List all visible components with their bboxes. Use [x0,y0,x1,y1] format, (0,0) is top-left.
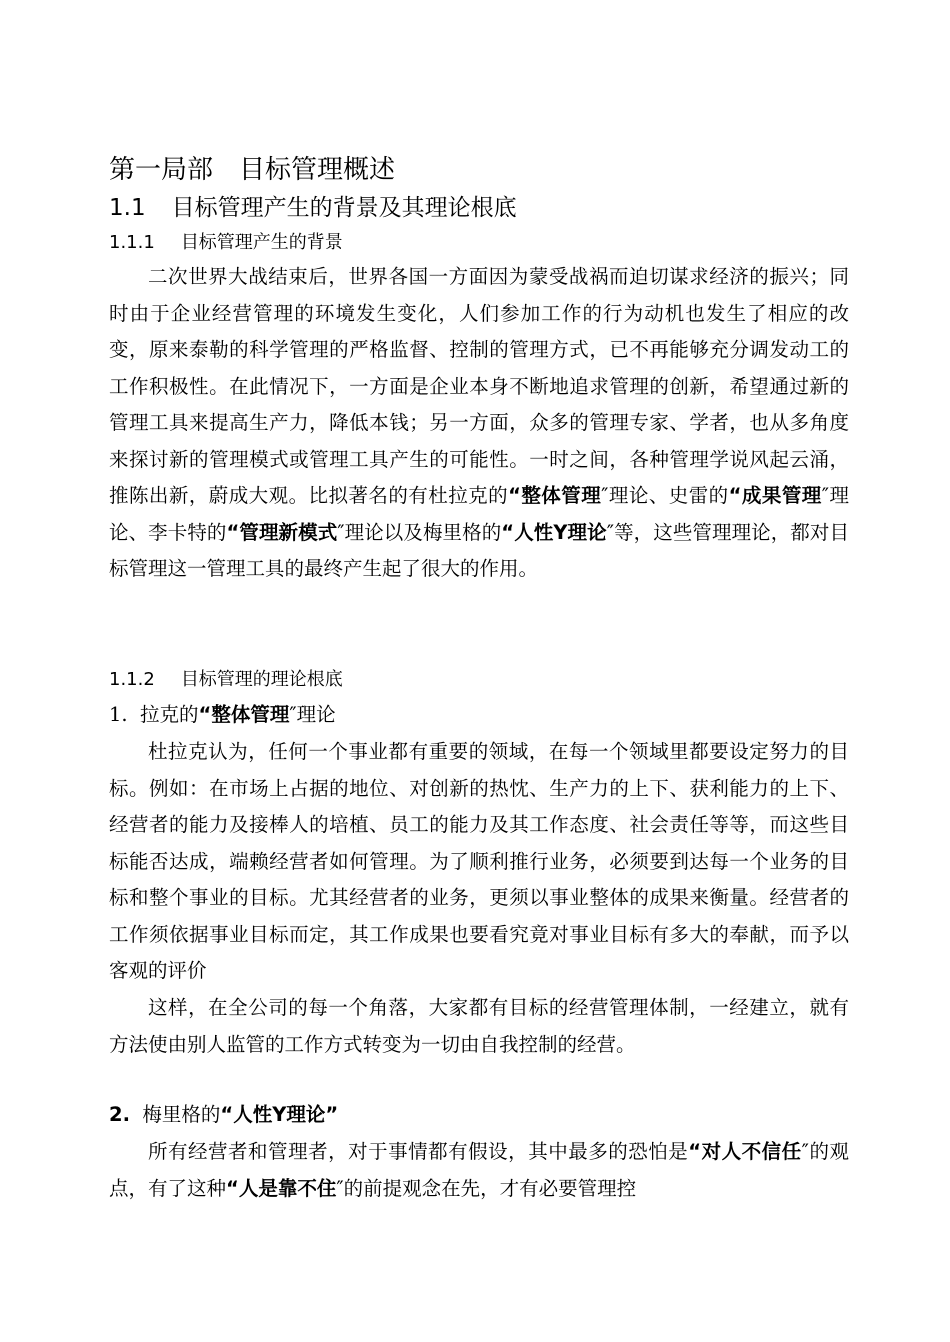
bold-term: “人性Y理论” [220,1103,339,1126]
paragraph-text: ″理论以及梅里格的 [337,520,502,544]
list-item-1 [109,700,849,730]
paragraph-text: 这样，在全公司的每一个角落，大家都有目标的经营管理体制，一经建立，就有方法使由别人监管的工作方式转变为一切由自我控制的经营。 [109,996,849,1056]
list-item-number: 1. [109,703,128,726]
paragraph-text: ″的观点，有了这种 [109,1140,849,1200]
bold-term: “整体管理 [508,484,602,507]
section-title [109,152,849,188]
list-item-2 [109,1100,849,1130]
bold-term: “对人不信任 [688,1140,802,1163]
heading-1-1-number: 1.1 [109,195,146,221]
list-item-text: 梅里格的 [142,1103,221,1126]
paragraph-text: ″理论、李卡特的 [109,484,849,544]
paragraph-text: ″的前提观念在先，才有必要管理控 [336,1176,637,1200]
bold-term: “管理新模式 [226,520,338,544]
heading-1-1-1-title: 目标管理产生的背景 [180,232,343,253]
heading-1-1-1 [109,229,849,257]
bold-term: “成果管理 [728,484,822,507]
list-item-text: 拉克的 [140,703,199,726]
heading-1-1-2-number: 1.1.2 [109,669,155,690]
heading-1-1-2-title: 目标管理的理论根底 [180,669,343,690]
bold-term: “整体管理 [198,703,290,726]
bold-term: “人是靠不住 [226,1176,337,1200]
heading-1-1-1-number: 1.1.1 [109,232,155,253]
section-title-number: 第一局部 [109,155,214,185]
paragraph-text: 杜拉克认为，任何一个事业都有重要的领域，在每一个领域里都要设定努力的目标。例如：在市场上占据的地位、对创新的热忱、生产力的上下、获利能力的上下、经营者的能力及接棒人的培植、员工的能力及其工作态度、社会责任等等，而这些目标能否达成，端赖经营者如何管理。为了顺利推行业务，必须要到达每一个业务的目标和整个事业的目标。尤其经营者的业务，更须以事业整体的成果来衡量。经营者的工作须依据事业目标而定，其工作成果也要看究竟对事业目标有多大的奉献，而予以客观的评价 [109,740,849,982]
theory-y-paragraph [109,1134,849,1207]
list-item-number: 2. [109,1103,130,1126]
background-paragraph [109,259,849,588]
heading-1-1-2 [109,666,849,694]
paragraph-text: ″等，这些管理理论，都对目标管理这一管理工具的最终产生起了很大的作用。 [109,520,849,580]
heading-1-1-title: 目标管理产生的背景及其理论根底 [171,195,517,221]
drucker-paragraph [109,734,849,990]
self-control-paragraph [109,990,849,1063]
section-title-text: 目标管理概述 [239,155,396,185]
heading-1-1 [109,192,849,224]
list-item-text: ″理论 [289,703,336,726]
bold-term: “人性Y理论 [501,520,607,544]
paragraph-text: ″理论、史雷的 [601,484,729,507]
paragraph-text: 二次世界大战结束后，世界各国一方面因为蒙受战祸而迫切谋求经济的振兴；同时由于企业经营管理的环境发生变化，人们参加工作的行为动机也发生了相应的改变，原来泰勒的科学管理的严格监督、控制的管理方式，已不再能够充分调发动工的工作积极性。在此情况下，一方面是企业本身不断地追求管理的创新，希望通过新的管理工具来提高生产力，降低本钱；另一方面，众多的管理专家、学者，也从多角度来探讨新的管理模式或管理工具产生的可能性。一时之间，各种管理学说风起云涌，推陈出新，蔚成大观。比拟著名的有杜拉克的 [109,265,849,507]
paragraph-text: 所有经营者和管理者，对于事情都有假设，其中最多的恐怕是 [148,1140,689,1163]
